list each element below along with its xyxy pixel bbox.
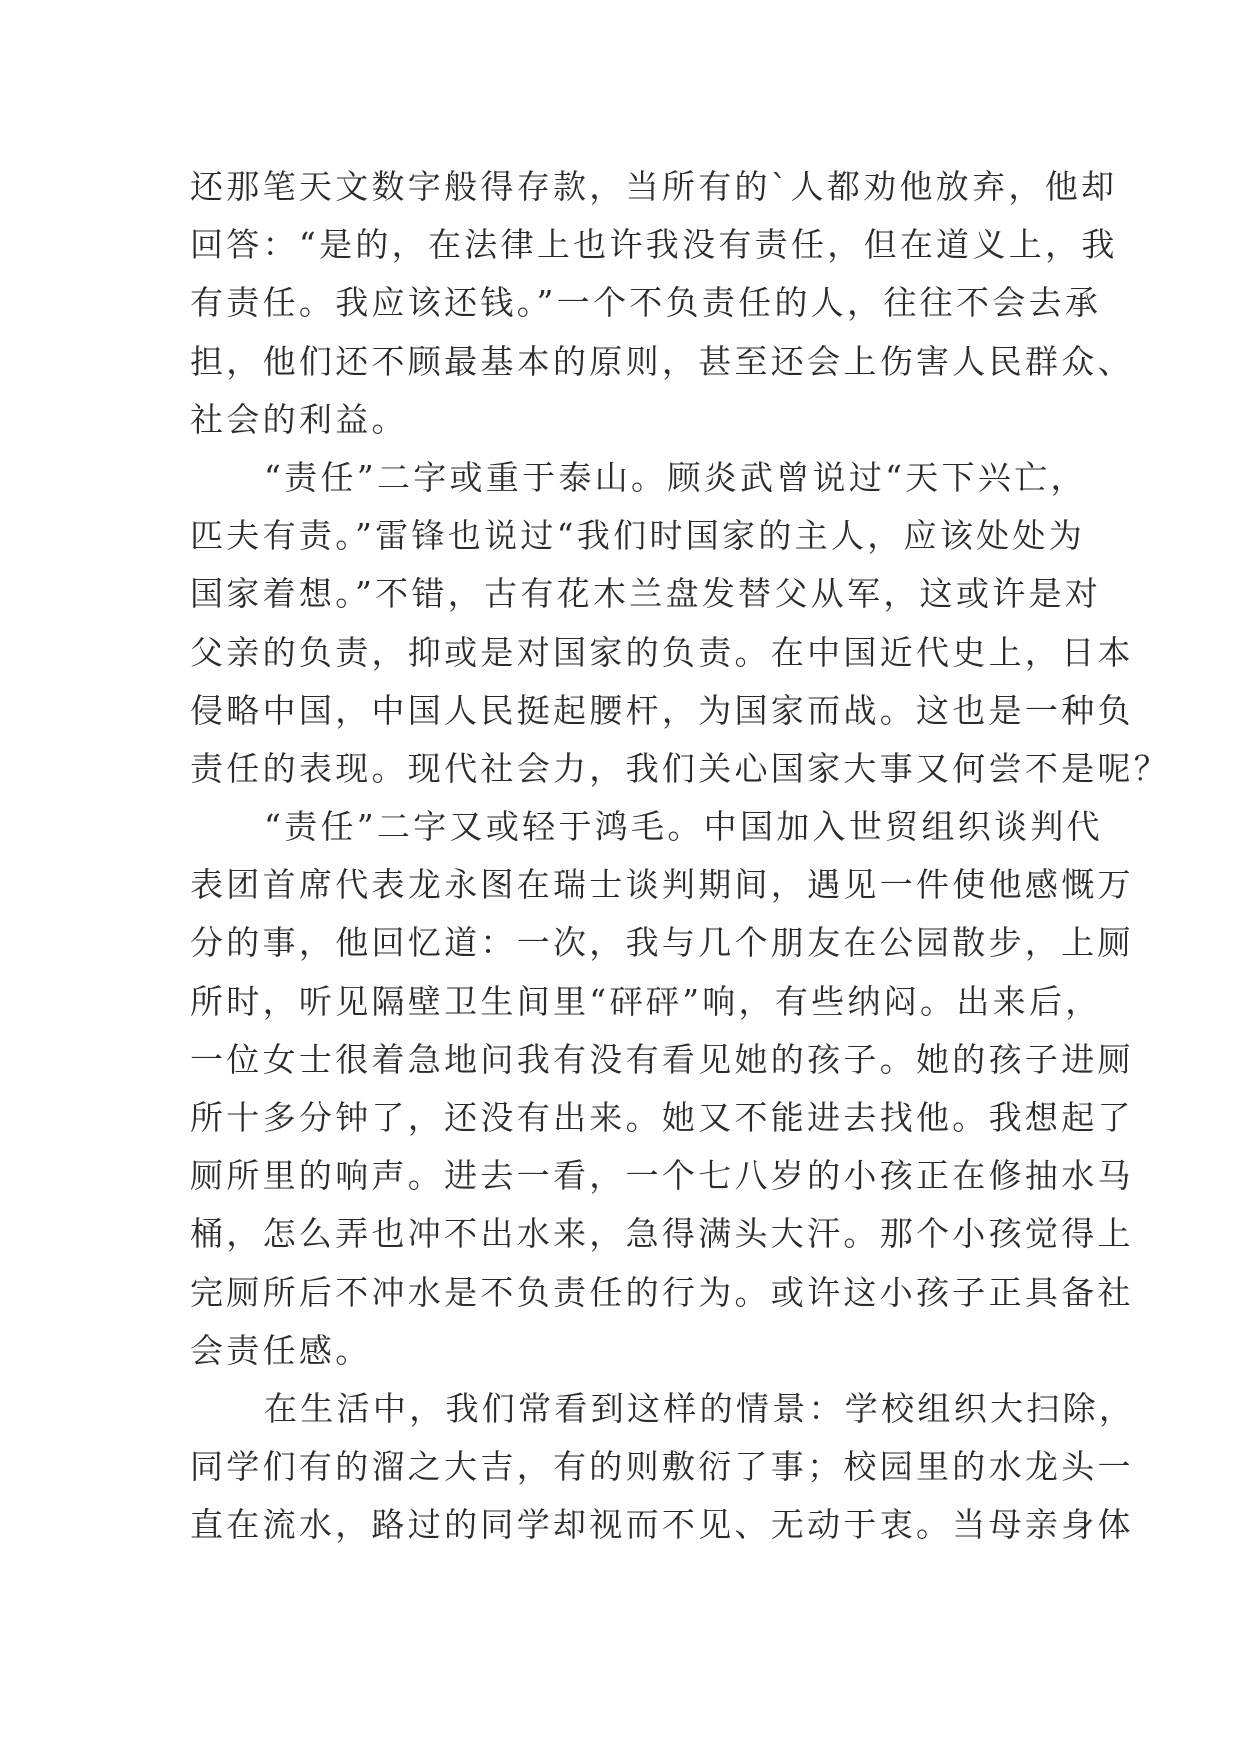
text-line: 同学们有的溜之大吉，有的则敷衍了事；校园里的水龙头一 (190, 1447, 1134, 1487)
text-line: 父亲的负责，抑或是对国家的负责。在中国近代史上，日本 (190, 632, 1134, 672)
paragraph-start-line: 在生活中，我们常看到这样的情景：学校组织大扫除， (264, 1388, 1136, 1428)
text-line: 有责任。我应该还钱。”一个不负责任的人，往往不会去承 (190, 283, 1102, 323)
text-line: 社会的利益。 (190, 399, 408, 439)
text-line: 桶，怎么弄也冲不出水来，急得满头大汗。那个小孩觉得上 (190, 1214, 1134, 1254)
text-line: 所十多分钟了，还没有出来。她又不能进去找他。我想起了 (190, 1098, 1134, 1137)
text-line: 会责任感。 (190, 1330, 372, 1370)
essay-text (190, 158, 1171, 1555)
text-line: 回答：“是的，在法律上也许我没有责任，但在道义上，我 (190, 225, 1118, 265)
text-line: 厕所里的响声。进去一看，一个七八岁的小孩正在修抽水马 (190, 1156, 1134, 1196)
text-line: 匹夫有责。”雷锋也说过“我们时国家的主人，应该处处为 (190, 516, 1086, 556)
text-line: 直在流水，路过的同学却视而不见、无动于衷。当母亲身体 (190, 1505, 1134, 1545)
text-line: 完厕所后不冲水是不负责任的行为。或许这小孩子正具备社 (190, 1272, 1134, 1312)
text-line: 国家着想。”不错，古有花木兰盘发替父从军，这或许是对 (190, 574, 1102, 614)
text-line: 还那笔天文数字般得存款，当所有的`人都劝他放弃，他却 (190, 167, 1118, 206)
text-line: 所时，听见隔壁卫生间里“砰砰”响，有些纳闷。出来后， (190, 981, 1102, 1021)
text-line: 责任的表现。现代社会力，我们关心国家大事又何尝不是呢？ (190, 748, 1171, 788)
paragraph-start-line: “责任”二字又或轻于鸿毛。中国加入世贸组织谈判代 (264, 807, 1103, 847)
text-line: 侵略中国，中国人民挺起腰杆，为国家而战。这也是一种负 (190, 690, 1134, 730)
text-line: 担，他们还不顾最基本的原则，甚至还会上伤害人民群众、 (190, 341, 1134, 381)
text-line: 一位女士很着急地问我有没有看见她的孩子。她的孩子进厕 (190, 1039, 1134, 1079)
text-line: 表团首席代表龙永图在瑞士谈判期间，遇见一件使他感慨万 (190, 865, 1134, 905)
paragraph-start-line: “责任”二字或重于泰山。顾炎武曾说过“天下兴亡， (264, 457, 1087, 497)
text-line: 分的事，他回忆道：一次，我与几个朋友在公园散步，上厕 (190, 923, 1134, 963)
